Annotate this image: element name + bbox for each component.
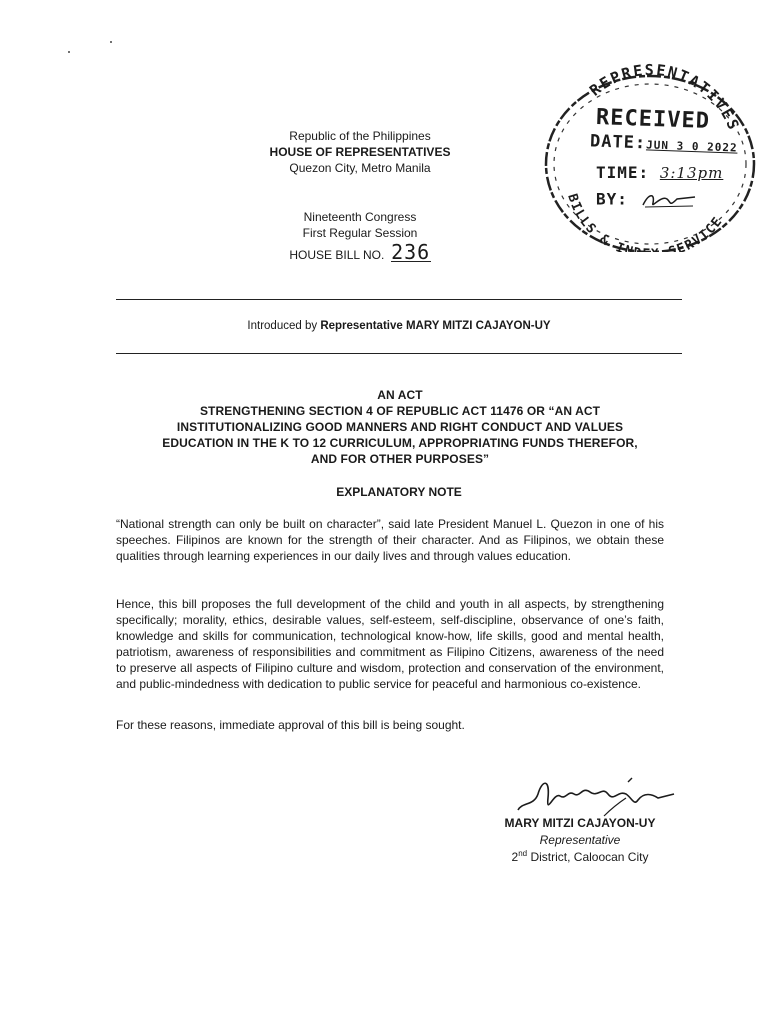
bill-label: HOUSE BILL NO. <box>289 248 385 262</box>
signatory-name: MARY MITZI CAJAYON-UY <box>504 816 656 830</box>
district-ordinal: 2 <box>511 850 519 864</box>
session-name: First Regular Session <box>302 226 418 240</box>
stamp-received-label: RECEIVED <box>595 105 711 134</box>
house-line: HOUSE OF REPRESENTATIVES <box>269 145 451 159</box>
stamp-top-arc-text: REPRESENTATIVES <box>586 62 744 134</box>
title-line: AN ACT <box>377 388 423 402</box>
stamp-by-label: BY: <box>596 189 628 209</box>
signatory-district <box>480 849 680 866</box>
bill-number-line <box>230 240 490 264</box>
introduced-by-line <box>116 320 682 332</box>
district-ordinal-suffix: nd <box>518 849 528 858</box>
stamp-date-label: DATE: <box>589 131 647 154</box>
title-line: EDUCATION IN THE K TO 12 CURRICULUM, APPROPRIATING FUNDS THEREFOR, <box>162 436 638 450</box>
stamp-time-value: 3:13pm <box>659 164 724 182</box>
stamp-date-value: JUN 3 0 2022 <box>645 138 738 155</box>
divider-top <box>116 299 682 300</box>
stamp-time-line <box>596 163 723 182</box>
city-line: Quezon City, Metro Manila <box>289 161 431 175</box>
introduced-prefix: Introduced by <box>247 320 321 332</box>
bill-number: 236 <box>391 240 431 264</box>
stamp-bottom-arc-text: BILLS & IN SERVICE <box>564 192 727 252</box>
title-line: AND FOR OTHER PURPOSES” <box>310 452 490 466</box>
received-stamp <box>538 62 758 252</box>
paragraph-1: “National strength can only be built on character”, said late President Manuel L. Quezon in one of his speeches. Filipinos are known for the strength of their character. And as Filipinos, we obtain these qualities through learning experiences in our daily lives and through values education. <box>116 517 664 563</box>
act-title <box>110 387 690 467</box>
sponsor-name: Representative MARY MITZI CAJAYON-UY <box>320 320 551 332</box>
district-name: District, Caloocan City <box>527 850 649 864</box>
paragraph-3: For these reasons, immediate approval of this bill is being sought. <box>116 718 465 732</box>
stamp-time-label: TIME: <box>596 163 650 182</box>
title-line: STRENGTHENING SECTION 4 OF REPUBLIC ACT 11476 OR “AN ACT <box>199 404 601 418</box>
republic-line: Republic of the Philippines <box>289 129 431 143</box>
signatory-block <box>480 815 680 866</box>
divider-bottom <box>116 353 682 354</box>
congress-block <box>230 209 490 241</box>
stamp-initials-signature <box>639 189 699 211</box>
title-line: INSTITUTIONALIZING GOOD MANNERS AND RIGHT CONDUCT AND VALUES <box>176 420 624 434</box>
stamp-ring <box>538 62 758 252</box>
scan-speck <box>110 41 112 43</box>
congress-name: Nineteenth Congress <box>303 210 417 224</box>
letterhead <box>230 128 490 176</box>
paragraph-2: Hence, this bill proposes the full development of the child and youth in all aspects, by strengthening specifically; morality, ethics, desirable values, self-esteem, self-discipline, observance of one’s faith, knowledge and skills for communication, technological know-how, life skills, good and mental health, patriotism, awareness of responsibilities and commitment as Filipino Citizens, awareness of the need to preserve all aspects of Filipino culture and wisdom, protection and conservation of the environment, and public-mindedness with dedication to public service for peaceful and harmonious co-existence. <box>116 597 664 691</box>
signatory-role: Representative <box>539 833 621 847</box>
explanatory-note-heading: EXPLANATORY NOTE <box>336 485 462 499</box>
stamp-by-line <box>596 189 699 211</box>
scan-speck <box>68 51 70 53</box>
